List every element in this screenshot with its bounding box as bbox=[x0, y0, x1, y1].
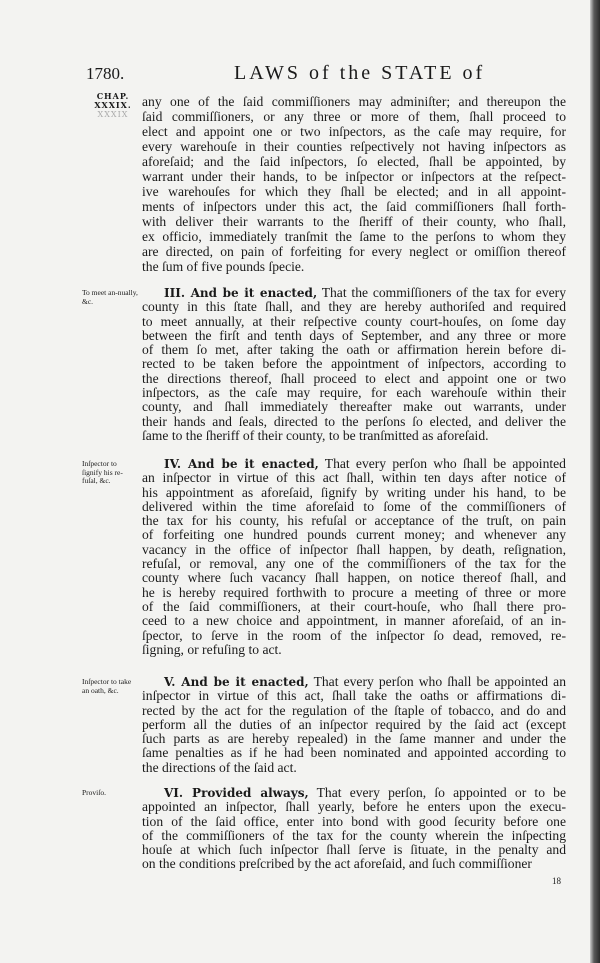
text-line: rected to be taken before the appointment of inſpectors, according to bbox=[142, 356, 566, 372]
section-4 bbox=[142, 457, 566, 657]
text-line: between the firſt and tenth days of September, and any three or more bbox=[142, 327, 566, 343]
text-line bbox=[142, 286, 566, 300]
text-line: ſpector, to ſerve in the room of the inſpector ſo dead, removed, re- bbox=[142, 627, 566, 643]
text-line: appointed an inſpector, ſhall yearly, before he enters upon the execu- bbox=[142, 799, 566, 815]
text-line: he is hereby required forthwith to procure a meeting of three or more bbox=[142, 584, 566, 600]
text-line: county in this ſtate ſhall, and they are hereby authoriſed and required bbox=[142, 299, 566, 315]
text-line: aforeſaid; and the ſaid inſpectors, ſo elected, ſhall be appointed, by bbox=[142, 154, 566, 169]
signature-mark: 18 bbox=[552, 876, 561, 886]
text-line: county where ſuch vacancy ſhall happen, on notice thereof ſhall, and bbox=[142, 570, 566, 586]
text-line: of forfeiting one hundred pounds current money; and whenever any bbox=[142, 527, 566, 543]
text-line bbox=[142, 786, 566, 800]
section-3 bbox=[142, 286, 566, 443]
running-header bbox=[86, 62, 566, 86]
text-line: on the conditions preſcribed by the act aforeſaid, and ſuch commiſſioner bbox=[142, 856, 532, 872]
text-line: houſe at which ſuch inſpector ſhall ſerve is ſituate, in the penalty and bbox=[142, 842, 566, 858]
text-line: their hands and ſeals, directed to the perſons ſo elected, and deliver the bbox=[142, 413, 566, 429]
text-line: the tax for his county, his refuſal or acceptance of the truſt, on pain bbox=[142, 513, 566, 529]
section-5 bbox=[142, 675, 566, 775]
text-line: ments of inſpectors under this act, the ſaid commiſſioners ſhall forth- bbox=[142, 199, 566, 214]
text-line: inſpectors, as the caſe may require, for each warehouſe within their bbox=[142, 385, 566, 401]
text-line: ive warehouſes for which they ſhall be elected; and in all appoint- bbox=[142, 184, 566, 199]
section-lead: III. And be it enacted, bbox=[164, 286, 318, 300]
text-line bbox=[142, 675, 566, 689]
chapter-marker bbox=[88, 92, 138, 119]
text-line: refuſal, or removal, any one of the commiſſioners of the tax for the bbox=[142, 556, 566, 572]
text-line: to meet annually, at their reſpective county court-houſes, on ſome day bbox=[142, 313, 566, 329]
text-line: inſpector in virtue of this act, ſhall take the oaths or affirmations di- bbox=[142, 688, 566, 704]
marginal-note: Inſpector to take an oath, &c. bbox=[82, 677, 132, 695]
line-text: That the commiſſioners of the tax for every bbox=[317, 285, 566, 300]
text-line: ſame penalties as if he had been nominated and appointed according to bbox=[142, 745, 566, 761]
scan-edge bbox=[590, 0, 600, 963]
text-line: rected by the act for the regulation of the ſtaple of tobacco, and do and bbox=[142, 702, 566, 718]
running-title: LAWS of the STATE of bbox=[234, 62, 486, 84]
section-lead: V. And be it enacted, bbox=[164, 675, 309, 689]
marginal-note: Proviſo. bbox=[82, 788, 106, 797]
line-text: That every perſon who ſhall be appointed bbox=[318, 456, 566, 471]
section-lead: IV. And be it enacted, bbox=[164, 457, 319, 471]
text-line: ſuch parts as are hereby repealed) in the ſame manner and under the bbox=[142, 731, 566, 747]
text-line: ceed to a new choice and appointment, in manner aforeſaid, of an in- bbox=[142, 613, 566, 629]
text-line: of the commiſſioners of the tax for the county wherein the inſpecting bbox=[142, 827, 566, 843]
text-line bbox=[142, 457, 566, 471]
text-line: with deliver their warrants to the ſheriff of their county, who ſhall, bbox=[142, 214, 566, 229]
text-line: vacancy in the office of inſpector ſhall happen, by death, reſignation, bbox=[142, 541, 566, 557]
chapter-label: CHAP. bbox=[96, 91, 130, 101]
text-line: the ſum of five pounds ſpecie. bbox=[142, 259, 305, 274]
chapter-number: XXXIX. bbox=[94, 100, 132, 110]
text-line: an inſpector in virtue of this act ſhall, within ten days after notice of bbox=[142, 470, 566, 486]
text-line: ſigning, or refuſing to act. bbox=[142, 641, 282, 657]
text-line: perform all the duties of an inſpector required by the ſaid act (except bbox=[142, 716, 566, 732]
text-line: ex officio, immediately tranſmit the ſame to the perſons to whom they bbox=[142, 229, 566, 244]
text-line: the directions of the ſaid act. bbox=[142, 759, 297, 775]
page-year: 1780. bbox=[86, 64, 125, 83]
text-line: elect and appoint one or two inſpectors, as the caſe may require, for bbox=[142, 124, 566, 139]
text-line: any one of the ſaid commiſſioners may adminiſter; and thereupon the bbox=[142, 94, 566, 109]
marginal-note: To meet an-nually, &c. bbox=[82, 288, 138, 306]
text-line: warrant under their hands, to be inſpector or inſpectors at the reſpect- bbox=[142, 169, 566, 184]
text-line: delivered within the time aforeſaid to ſome of the commiſſioners of bbox=[142, 498, 566, 514]
text-line: ſame to the ſheriff of their county, to be tranſmitted as aforeſaid. bbox=[142, 427, 489, 443]
section-lead: VI. Provided always, bbox=[164, 786, 309, 800]
text-line: of them ſo met, after taking the oath or affirmation herein before di- bbox=[142, 342, 566, 358]
continuation bbox=[142, 94, 566, 274]
text-line: his appointment as aforeſaid, ſignify by writing under his hand, to be bbox=[142, 484, 566, 500]
text-line: the directions thereof, ſhall proceed to elect and appoint one or two bbox=[142, 370, 566, 386]
chapter-number-showthrough: XXXIX bbox=[97, 110, 129, 119]
text-line: ſaid commiſſioners, or any three or more of them, ſhall proceed to bbox=[142, 109, 566, 124]
text-line: are directed, on pain of forfeiting for every neglect or omiſſion thereof bbox=[142, 244, 566, 259]
line-text: That every perſon who ſhall be appointed an bbox=[308, 674, 567, 689]
text-line: tion of the ſaid office, enter into bond with good ſecurity before one bbox=[142, 813, 566, 829]
text-line: of the ſaid commiſſioners, at their court-houſe, who ſhall there pro- bbox=[142, 598, 566, 614]
line-text: That every perſon, ſo appointed or to be bbox=[308, 785, 566, 800]
text-line: every warehouſe in their counties reſpectively not having inſpectors as bbox=[142, 139, 566, 154]
text-line: county, and ſhall immediately thereafter make out warrants, under bbox=[142, 399, 566, 415]
section-6 bbox=[142, 786, 566, 872]
marginal-note: Inſpector to ſignify his re-fuſal, &c. bbox=[82, 459, 123, 485]
